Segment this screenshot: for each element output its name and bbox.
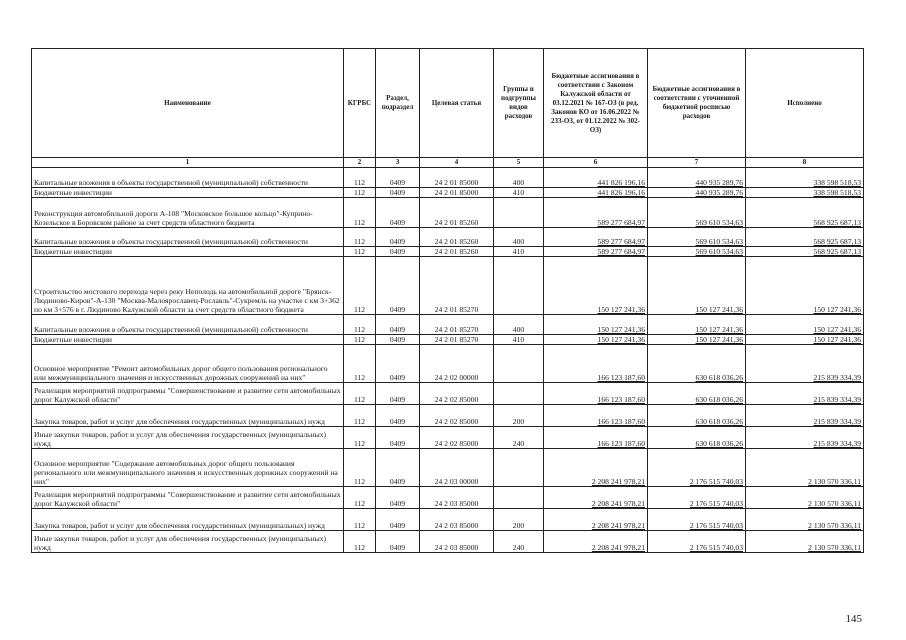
table-row bbox=[32, 509, 864, 531]
row-kgrbs-cell: 112 bbox=[344, 247, 376, 257]
column-number: 7 bbox=[648, 158, 746, 168]
table-row bbox=[32, 198, 864, 228]
row-kgrbs-cell: 112 bbox=[344, 531, 376, 553]
header-law: Бюджетные ассигнования в соответствии с Законом Калужской области от 03.12.2021 № 167-ОЗ (в ред. Законов КО от 16.06.2022 № 233-ОЗ, от 01.12.2022 № 302-ОЗ) bbox=[544, 49, 648, 158]
row-law-amount-cell: 166 123 187,60 bbox=[544, 383, 648, 405]
row-executed-amount-cell: 568 925 687,13 bbox=[746, 198, 864, 228]
row-executed-amount-cell: 568 925 687,13 bbox=[746, 228, 864, 247]
row-name-cell: Капитальные вложения в объекты государственной (муниципальной) собственности bbox=[32, 315, 344, 335]
row-kgrbs-cell: 112 bbox=[344, 257, 376, 315]
row-refined-amount-cell: 150 127 241,36 bbox=[648, 335, 746, 345]
row-kgrbs-cell: 112 bbox=[344, 168, 376, 188]
row-law-amount-cell: 166 123 187,60 bbox=[544, 427, 648, 449]
row-executed-amount-cell: 150 127 241,36 bbox=[746, 315, 864, 335]
column-number: 1 bbox=[32, 158, 344, 168]
budget-table bbox=[31, 48, 864, 553]
row-target-cell: 24 2 03 85000 bbox=[420, 531, 494, 553]
row-group-cell: 200 bbox=[494, 405, 544, 427]
row-group-cell bbox=[494, 487, 544, 509]
row-target-cell: 24 2 01 85270 bbox=[420, 315, 494, 335]
column-number: 5 bbox=[494, 158, 544, 168]
column-number: 3 bbox=[376, 158, 420, 168]
table-row bbox=[32, 383, 864, 405]
row-law-amount-cell: 2 208 241 978,21 bbox=[544, 487, 648, 509]
row-refined-amount-cell: 150 127 241,36 bbox=[648, 257, 746, 315]
table-row bbox=[32, 335, 864, 345]
row-group-cell: 410 bbox=[494, 247, 544, 257]
header-groups: Группы и подгруппы видов расходов bbox=[494, 49, 544, 158]
row-section-cell: 0409 bbox=[376, 405, 420, 427]
row-executed-amount-cell: 2 130 570 336,11 bbox=[746, 531, 864, 553]
row-law-amount-cell: 150 127 241,36 bbox=[544, 315, 648, 335]
row-executed-amount-cell: 2 130 570 336,11 bbox=[746, 487, 864, 509]
row-group-cell bbox=[494, 345, 544, 383]
row-target-cell: 24 2 01 85260 bbox=[420, 198, 494, 228]
row-kgrbs-cell: 112 bbox=[344, 509, 376, 531]
row-name-cell: Реализация мероприятий подпрограммы "Совершенствование и развитие сети автомобильных дорог Калужской области" bbox=[32, 487, 344, 509]
row-executed-amount-cell: 338 598 518,53 bbox=[746, 168, 864, 188]
row-group-cell bbox=[494, 449, 544, 487]
row-law-amount-cell: 166 123 187,60 bbox=[544, 405, 648, 427]
row-name-cell: Основное мероприятие "Ремонт автомобильных дорог общего пользования регионального или межмуниципального значения и искусственных дорожных сооружений на них" bbox=[32, 345, 344, 383]
row-target-cell: 24 2 02 85000 bbox=[420, 427, 494, 449]
column-number: 6 bbox=[544, 158, 648, 168]
row-section-cell: 0409 bbox=[376, 383, 420, 405]
row-section-cell: 0409 bbox=[376, 188, 420, 198]
row-section-cell: 0409 bbox=[376, 531, 420, 553]
row-target-cell: 24 2 02 00000 bbox=[420, 345, 494, 383]
row-kgrbs-cell: 112 bbox=[344, 405, 376, 427]
row-section-cell: 0409 bbox=[376, 168, 420, 188]
row-group-cell bbox=[494, 257, 544, 315]
row-section-cell: 0409 bbox=[376, 198, 420, 228]
row-refined-amount-cell: 2 176 515 740,03 bbox=[648, 531, 746, 553]
row-name-cell: Закупка товаров, работ и услуг для обеспечения государственных (муниципальных) нужд bbox=[32, 405, 344, 427]
header-refined: Бюджетные ассигнования в соответствии с уточненной бюджетной росписью расходов bbox=[648, 49, 746, 158]
row-group-cell: 200 bbox=[494, 509, 544, 531]
row-executed-amount-cell: 215 839 334,39 bbox=[746, 427, 864, 449]
row-executed-amount-cell: 338 598 518,53 bbox=[746, 188, 864, 198]
row-section-cell: 0409 bbox=[376, 335, 420, 345]
column-number: 2 bbox=[344, 158, 376, 168]
row-group-cell bbox=[494, 198, 544, 228]
row-name-cell: Бюджетные инвестиции bbox=[32, 335, 344, 345]
row-refined-amount-cell: 2 176 515 740,03 bbox=[648, 449, 746, 487]
table-row bbox=[32, 257, 864, 315]
row-kgrbs-cell: 112 bbox=[344, 188, 376, 198]
row-executed-amount-cell: 150 127 241,36 bbox=[746, 335, 864, 345]
row-refined-amount-cell: 569 610 534,63 bbox=[648, 228, 746, 247]
row-executed-amount-cell: 215 839 334,39 bbox=[746, 345, 864, 383]
row-target-cell: 24 2 02 85000 bbox=[420, 383, 494, 405]
row-kgrbs-cell: 112 bbox=[344, 345, 376, 383]
header-kgrbs: КГРБС bbox=[344, 49, 376, 158]
column-numbers-row bbox=[32, 158, 864, 168]
row-refined-amount-cell: 569 610 534,63 bbox=[648, 247, 746, 257]
row-target-cell: 24 2 01 85000 bbox=[420, 188, 494, 198]
row-executed-amount-cell: 215 839 334,39 bbox=[746, 405, 864, 427]
row-kgrbs-cell: 112 bbox=[344, 198, 376, 228]
column-number: 4 bbox=[420, 158, 494, 168]
table-row bbox=[32, 228, 864, 247]
row-target-cell: 24 2 01 85000 bbox=[420, 168, 494, 188]
row-refined-amount-cell: 2 176 515 740,03 bbox=[648, 487, 746, 509]
row-kgrbs-cell: 112 bbox=[344, 335, 376, 345]
row-kgrbs-cell: 112 bbox=[344, 383, 376, 405]
row-refined-amount-cell: 440 935 289,76 bbox=[648, 188, 746, 198]
table-row bbox=[32, 345, 864, 383]
row-name-cell: Закупка товаров, работ и услуг для обеспечения государственных (муниципальных) нужд bbox=[32, 509, 344, 531]
row-refined-amount-cell: 2 176 515 740,03 bbox=[648, 509, 746, 531]
table-row bbox=[32, 315, 864, 335]
row-name-cell: Реализация мероприятий подпрограммы "Совершенствование и развитие сети автомобильных дорог Калужской области" bbox=[32, 383, 344, 405]
row-law-amount-cell: 441 826 196,16 bbox=[544, 188, 648, 198]
row-section-cell: 0409 bbox=[376, 228, 420, 247]
row-refined-amount-cell: 630 618 036,26 bbox=[648, 345, 746, 383]
row-executed-amount-cell: 2 130 570 336,11 bbox=[746, 449, 864, 487]
column-number: 8 bbox=[746, 158, 864, 168]
table-row bbox=[32, 487, 864, 509]
table-row bbox=[32, 168, 864, 188]
row-target-cell: 24 2 01 85260 bbox=[420, 247, 494, 257]
row-target-cell: 24 2 02 85000 bbox=[420, 405, 494, 427]
row-executed-amount-cell: 2 130 570 336,11 bbox=[746, 509, 864, 531]
row-executed-amount-cell: 568 925 687,13 bbox=[746, 247, 864, 257]
row-law-amount-cell: 2 208 241 978,21 bbox=[544, 449, 648, 487]
row-refined-amount-cell: 630 618 036,26 bbox=[648, 383, 746, 405]
row-target-cell: 24 2 01 85260 bbox=[420, 228, 494, 247]
row-target-cell: 24 2 01 85270 bbox=[420, 335, 494, 345]
table-row bbox=[32, 188, 864, 198]
row-refined-amount-cell: 440 935 289,76 bbox=[648, 168, 746, 188]
row-target-cell: 24 2 01 85270 bbox=[420, 257, 494, 315]
row-kgrbs-cell: 112 bbox=[344, 427, 376, 449]
row-section-cell: 0409 bbox=[376, 449, 420, 487]
row-refined-amount-cell: 150 127 241,36 bbox=[648, 315, 746, 335]
row-section-cell: 0409 bbox=[376, 247, 420, 257]
row-refined-amount-cell: 630 618 036,26 bbox=[648, 405, 746, 427]
row-kgrbs-cell: 112 bbox=[344, 228, 376, 247]
row-law-amount-cell: 589 277 684,97 bbox=[544, 247, 648, 257]
row-law-amount-cell: 166 123 187,60 bbox=[544, 345, 648, 383]
row-section-cell: 0409 bbox=[376, 487, 420, 509]
row-name-cell: Строительство мостового перехода через реку Неполодь на автомобильной дороге "Брянск-Людиново-Киров"-А-130 "Москва-Малоярославец-Рославль"-Сукремль на участке с км 3+362 по км 3+576 в г. Людиново Калужской области за счет средств областного бюджета bbox=[32, 257, 344, 315]
header-name: Наименование bbox=[32, 49, 344, 158]
row-section-cell: 0409 bbox=[376, 315, 420, 335]
row-law-amount-cell: 589 277 684,97 bbox=[544, 228, 648, 247]
row-kgrbs-cell: 112 bbox=[344, 315, 376, 335]
row-refined-amount-cell: 569 610 534,63 bbox=[648, 198, 746, 228]
row-target-cell: 24 2 03 85000 bbox=[420, 509, 494, 531]
row-group-cell: 400 bbox=[494, 228, 544, 247]
row-name-cell: Иные закупки товаров, работ и услуг для обеспечения государственных (муниципальных) нужд bbox=[32, 427, 344, 449]
table-row bbox=[32, 427, 864, 449]
row-name-cell: Капитальные вложения в объекты государственной (муниципальной) собственности bbox=[32, 168, 344, 188]
row-group-cell: 410 bbox=[494, 188, 544, 198]
row-name-cell: Иные закупки товаров, работ и услуг для обеспечения государственных (муниципальных) нужд bbox=[32, 531, 344, 553]
row-group-cell: 410 bbox=[494, 335, 544, 345]
row-law-amount-cell: 589 277 684,97 bbox=[544, 198, 648, 228]
row-name-cell: Бюджетные инвестиции bbox=[32, 247, 344, 257]
row-kgrbs-cell: 112 bbox=[344, 487, 376, 509]
row-group-cell: 400 bbox=[494, 315, 544, 335]
row-target-cell: 24 2 03 85000 bbox=[420, 487, 494, 509]
row-law-amount-cell: 150 127 241,36 bbox=[544, 257, 648, 315]
row-refined-amount-cell: 630 618 036,26 bbox=[648, 427, 746, 449]
row-law-amount-cell: 441 826 196,16 bbox=[544, 168, 648, 188]
row-name-cell: Реконструкция автомобильной дороги А-108 "Московское большое кольцо"-Куприно-Козельское в Боровском районе за счет средств областного бюджета bbox=[32, 198, 344, 228]
row-group-cell: 240 bbox=[494, 427, 544, 449]
row-kgrbs-cell: 112 bbox=[344, 449, 376, 487]
header-executed: Исполнено bbox=[746, 49, 864, 158]
table-row bbox=[32, 405, 864, 427]
header-section: Раздел, подраздел bbox=[376, 49, 420, 158]
row-section-cell: 0409 bbox=[376, 345, 420, 383]
row-group-cell: 240 bbox=[494, 531, 544, 553]
row-name-cell: Основное мероприятие "Содержание автомобильных дорог общего пользования регионального или межмуниципального значения и искусственных дорожных сооружений на них" bbox=[32, 449, 344, 487]
row-group-cell bbox=[494, 383, 544, 405]
table-row bbox=[32, 247, 864, 257]
row-law-amount-cell: 2 208 241 978,21 bbox=[544, 531, 648, 553]
row-executed-amount-cell: 215 839 334,39 bbox=[746, 383, 864, 405]
row-law-amount-cell: 150 127 241,36 bbox=[544, 335, 648, 345]
row-name-cell: Бюджетные инвестиции bbox=[32, 188, 344, 198]
table-header-row bbox=[32, 49, 864, 158]
table-row bbox=[32, 531, 864, 553]
page-number: 145 bbox=[845, 613, 862, 625]
table-row bbox=[32, 449, 864, 487]
row-group-cell: 400 bbox=[494, 168, 544, 188]
row-section-cell: 0409 bbox=[376, 257, 420, 315]
row-section-cell: 0409 bbox=[376, 427, 420, 449]
row-executed-amount-cell: 150 127 241,36 bbox=[746, 257, 864, 315]
row-name-cell: Капитальные вложения в объекты государственной (муниципальной) собственности bbox=[32, 228, 344, 247]
row-section-cell: 0409 bbox=[376, 509, 420, 531]
row-law-amount-cell: 2 208 241 978,21 bbox=[544, 509, 648, 531]
row-target-cell: 24 2 03 00000 bbox=[420, 449, 494, 487]
header-target: Целевая статья bbox=[420, 49, 494, 158]
